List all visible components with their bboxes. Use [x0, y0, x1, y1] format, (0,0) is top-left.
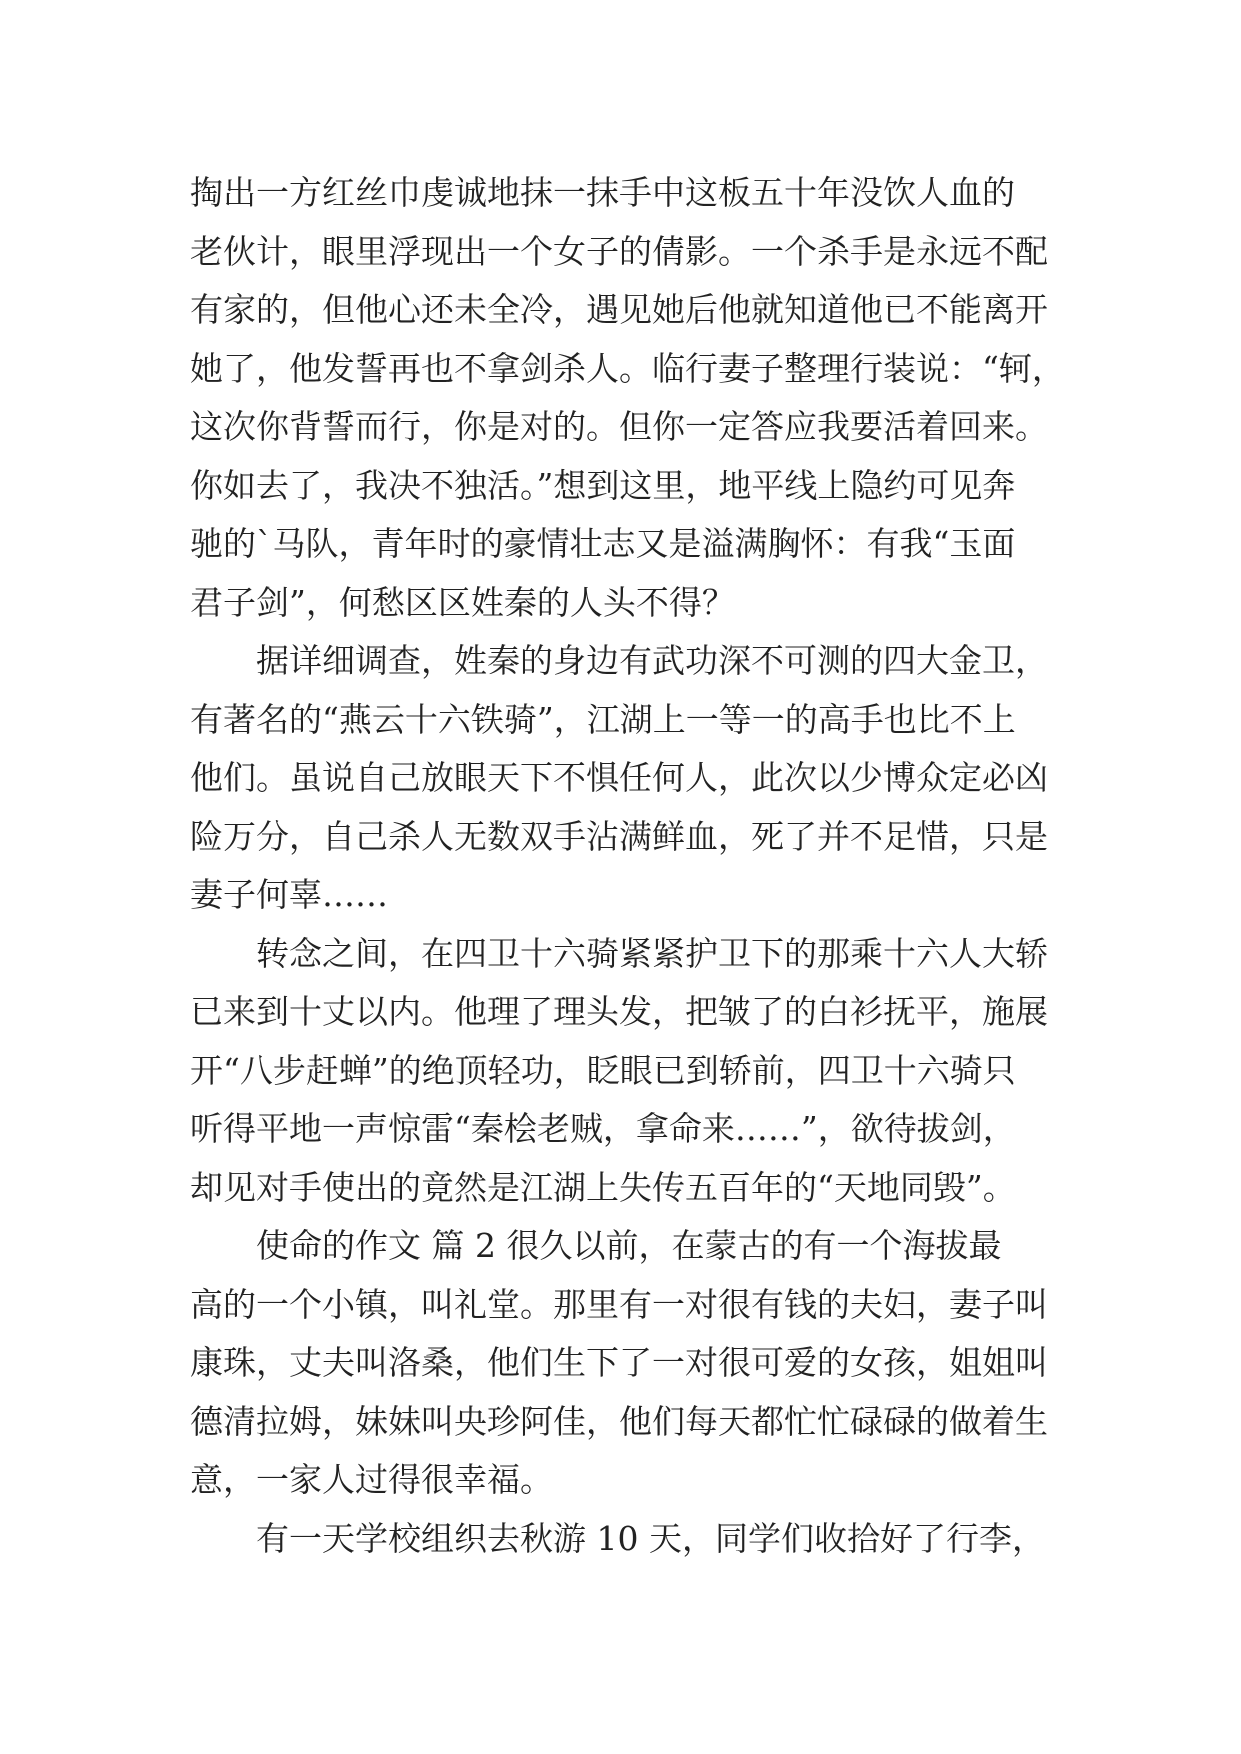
text-line: 驰的`马队，青年时的豪情壮志又是溢满胸怀：有我“玉面	[190, 524, 1016, 563]
text-line: 险万分，自己杀人无数双手沾满鲜血，死了并不足惜，只是	[190, 816, 1048, 856]
text-line: 使命的作文 篇 2 很久以前，在蒙古的有一个海拔最	[256, 1226, 1002, 1265]
text-line: 听得平地一声惊雷“秦桧老贼，拿命来……”，欲待拔剑，	[190, 1109, 1016, 1148]
text-line: 有家的，但他心还未全冷，遇见她后他就知道他已不能离开	[190, 290, 1048, 329]
text-line: 却见对手使出的竟然是江湖上失传五百年的“天地同毁”。	[190, 1167, 1016, 1207]
body-text	[190, 164, 1065, 1568]
text-line: 这次你背誓而行，你是对的。但你一定答应我要活着回来。	[190, 407, 1048, 446]
text-line: 据详细调查，姓秦的身边有武功深不可测的四大金卫，	[256, 641, 1048, 680]
text-line: 有一天学校组织去秋游 10 天，同学们收拾好了行李，	[256, 1518, 1045, 1558]
text-line: 意，一家人过得很幸福。	[190, 1460, 553, 1499]
text-line: 你如去了，我决不独活。”想到这里，地平线上隐约可见奔	[190, 465, 1016, 505]
text-line: 君子剑”，何愁区区姓秦的人头不得？	[190, 582, 735, 622]
text-line: 他们。虽说自己放眼天下不惧任何人，此次以少博众定必凶	[190, 758, 1048, 797]
text-line: 她了，他发誓再也不拿剑杀人。临行妻子整理行装说：“轲，	[190, 348, 1065, 388]
text-line: 掏出一方红丝巾虔诚地抹一抹手中这板五十年没饮人血的	[190, 173, 1015, 212]
text-line: 开“八步赶蝉”的绝顶轻功，眨眼已到轿前，四卫十六骑只	[190, 1050, 1016, 1090]
text-line: 转念之间，在四卫十六骑紧紧护卫下的那乘十六人大轿	[256, 933, 1048, 973]
text-line: 高的一个小镇，叫礼堂。那里有一对很有钱的夫妇，妻子叫	[190, 1284, 1048, 1324]
text-line: 老伙计，眼里浮现出一个女子的倩影。一个杀手是永远不配	[190, 231, 1048, 271]
text-line: 已来到十丈以内。他理了理头发，把皱了的白衫抚平，施展	[190, 992, 1048, 1031]
text-line: 妻子何辜……	[190, 875, 388, 914]
text-line: 有著名的“燕云十六铁骑”，江湖上一等一的高手也比不上	[190, 699, 1016, 739]
text-line: 康珠，丈夫叫洛桑，他们生下了一对很可爱的女孩，姐姐叫	[190, 1343, 1048, 1382]
text-line: 德清拉姆，妹妹叫央珍阿佳，他们每天都忙忙碌碌的做着生	[190, 1401, 1048, 1441]
